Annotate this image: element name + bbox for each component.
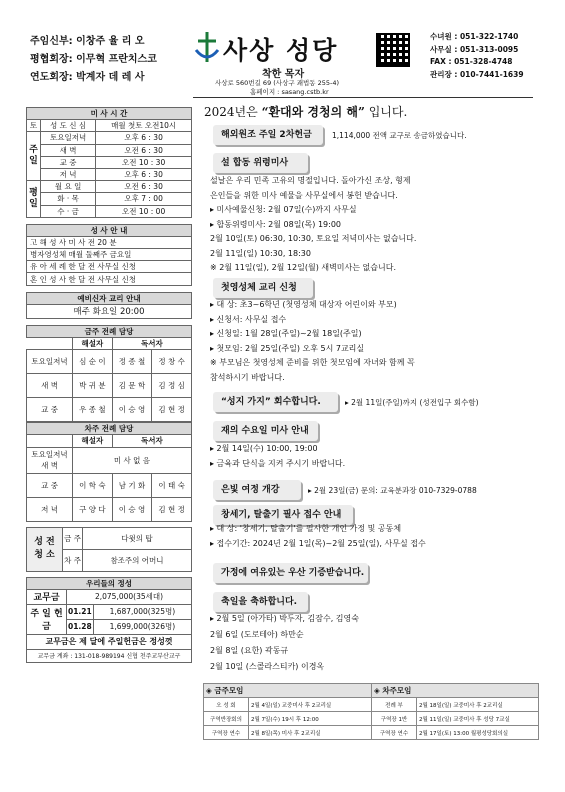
catechumen-title: 예비신자 교리 안내 — [27, 292, 192, 304]
this-week-ministry-table — [26, 325, 192, 422]
ministry-reader: 남 기 화 — [112, 473, 152, 497]
col-commentator: 해설자 — [73, 435, 113, 447]
offering-note: 교무금은 제 달에 주일헌금은 정성껏 — [27, 634, 192, 649]
notice-body — [210, 522, 540, 551]
year-banner — [204, 103, 540, 120]
header-divider — [193, 97, 533, 98]
ministry-commentator: 우 종 철 — [73, 398, 113, 422]
notice-line: ▸ 미사예물신청: 2월 07일(수)까지 사무실 — [210, 205, 357, 214]
ministry-commentator: 심 순 이 — [73, 350, 113, 374]
mass-row-time: 오후 6 : 30 — [96, 168, 192, 180]
notice-line: 2월 8일 (요한) 곽동규 — [210, 646, 289, 655]
notice-line: 2월 6일 (도로테아) 하만순 — [210, 630, 304, 639]
ministry-reader: 이 태 숙 — [152, 473, 192, 497]
meeting-name: 구역장 연수 — [204, 726, 249, 740]
notice-title: 재의 수요일 미사 안내 — [213, 421, 318, 441]
ministry-reader: 김 현 정 — [152, 497, 192, 521]
mass-header-devotion: 성 도 신 심 — [41, 120, 96, 132]
ministry-mass: 교 중 — [27, 473, 73, 497]
notice-title: 축일을 축하합니다. — [213, 592, 308, 612]
offering-value: 1,699,000(326명) — [93, 619, 191, 634]
notice-inline: 1,114,000 전액 교구로 송금하였습니다. — [332, 131, 467, 140]
meetings-table — [203, 683, 539, 740]
col-reader: 독서자 — [112, 338, 191, 350]
left-column — [26, 107, 192, 663]
notice-line: 2월 10일(토) 06:30, 10:30, 토요일 저녁미사는 없습니다. — [210, 234, 417, 243]
col-reader: 독서자 — [112, 435, 191, 447]
contact-convent: 수녀원 : 051-322-1740 — [430, 32, 519, 41]
meeting-time: 2월 8일(목) 미사 후 2교리실 — [249, 726, 372, 740]
offering-date: 01.28 — [67, 619, 94, 634]
mass-row-time: 오전 10 : 30 — [96, 156, 192, 168]
sacraments-title: 성 사 안 내 — [27, 224, 192, 236]
meeting-time: 2월 11일(일) 교중미사 후 성당 7교실 — [417, 712, 539, 726]
sacrament-row: 병자영성체 매월 둘째주 금요일 — [27, 249, 192, 261]
mass-row-time: 오전 6 : 30 — [96, 181, 192, 193]
contact-fax: FAX : 051-328-4748 — [430, 57, 513, 66]
notice-title: 은빛 여정 개강 — [213, 480, 301, 500]
notice-title: 첫영성체 교리 신청 — [213, 278, 313, 298]
notice-line: 은인들을 위한 미사 예물을 사무실에서 봉헌 받습니다. — [210, 190, 398, 200]
notice-body — [210, 611, 540, 675]
notice-title: 설 합동 위령미사 — [213, 153, 308, 173]
ministry-reader: 김 현 정 — [152, 398, 192, 422]
meeting-name: 구역반장회의 — [204, 712, 249, 726]
ministry-commentator: 박 귀 분 — [73, 374, 113, 398]
contact-office: 사무실 : 051-313-0095 — [430, 44, 519, 54]
sacrament-row: 혼 인 성 사 한 달 전 사무실 신청 — [27, 273, 192, 285]
ministry-mass: 토요일저녁 — [27, 350, 73, 374]
notice-line: ▸ 대 상: 초3~6학년 (첫영성체 대상자 어린이와 부모) — [210, 300, 397, 309]
offering-table — [26, 577, 192, 663]
mass-header-first-sat: 매월 첫토 오전10시 — [96, 120, 192, 132]
ministry-mass: 교 중 — [27, 398, 73, 422]
cleaning-week: 차 주 — [63, 549, 83, 571]
notice-body — [210, 442, 540, 471]
ministry-commentator: 구 양 다 — [73, 497, 113, 521]
meeting-time: 2월 17일(토) 13:00 월평성당회의실 — [417, 726, 539, 740]
ministry-reader: 김 정 심 — [152, 374, 192, 398]
weekday-label: 평 일 — [27, 181, 41, 218]
meeting-time: 2월 4일(일) 교중미사 후 2교리실 — [249, 698, 372, 712]
offering-label: 주 일 헌 금 — [27, 604, 67, 634]
meetings-this-week-title: ◈ 금주모임 — [204, 684, 372, 698]
notice-title: “성지 가지” 회수합니다. — [213, 392, 338, 412]
notice-line: ▸ 대 상: '창세기, 탈출기'를 필사한 개인 가정 및 공동체 — [210, 524, 402, 533]
cleaning-group: 다윗의 탑 — [83, 527, 192, 549]
mass-row-time: 오전 10 : 00 — [96, 205, 192, 217]
notice-title: 해외원조 주일 2차헌금 — [213, 125, 323, 145]
ministry-reader: 이 승 영 — [112, 497, 152, 521]
banner-main: “환대와 경청의 해” — [261, 105, 365, 119]
notice-inline: ▸ 2월 23일(금) 문의: 교육분과장 010-7329-0788 — [308, 486, 477, 495]
cleaning-label: 성 전 청 소 — [27, 527, 63, 571]
meeting-name: 오 성 회 — [204, 698, 249, 712]
notice-body — [210, 174, 540, 276]
qr-code[interactable] — [376, 33, 410, 67]
notice-line: ▸ 2월 5일 (아가타) 박두자, 김잠수, 김영숙 — [210, 614, 359, 623]
cleaning-table — [26, 527, 192, 572]
mass-header-sat: 토 — [27, 120, 41, 132]
mass-row-time: 오후 6 : 30 — [96, 132, 192, 144]
parish-address: 사상로 560번길 69 (사상구 괘법동 255-4) — [215, 79, 340, 87]
mass-row-label: 토요일저녁 — [41, 132, 96, 144]
offering-value: 2,075,000(35세대) — [67, 589, 192, 604]
header-district: 연도회장: 박계자 데 레 사 — [30, 72, 145, 83]
cleaning-group: 참조주의 어머니 — [83, 549, 192, 571]
offering-value: 1,687,000(325명) — [93, 604, 191, 619]
banner-prefix: 2024년은 — [204, 105, 258, 119]
meeting-name: 구역장 연수 — [372, 726, 417, 740]
next-week-ministry-title: 차주 전례 담당 — [27, 423, 192, 435]
mass-row-label: 월 요 일 — [41, 181, 96, 193]
header-left — [30, 33, 157, 87]
notice-line: ▸ 첫모임: 2월 25일(주일) 오후 5시 7교리실 — [210, 343, 365, 353]
meetings-next-week-title: ◈ 차주모임 — [372, 684, 539, 698]
parish-subtitle: 착한 목자 — [262, 69, 305, 80]
notice-line: ※ 2월 11일(일), 2월 12일(월) 새벽미사는 없습니다. — [210, 263, 396, 272]
offering-account: 교무금 계좌 : 131-018-989194 신협 천주교부산교구 — [27, 649, 192, 662]
notice-line: ▸ 신청서: 사무실 접수 — [210, 314, 287, 324]
notice-line: 참석하시기 바랍니다. — [210, 372, 285, 382]
notice-body — [210, 298, 540, 385]
notice-line: ▸ 신청일: 1월 28일(주일)~2월 18일(주일) — [210, 329, 362, 338]
mass-times-title: 미 사 시 간 — [27, 108, 192, 120]
ministry-commentator: 이 학 숙 — [73, 473, 113, 497]
mass-row-label: 저 녁 — [41, 168, 96, 180]
mass-row-time: 오후 7 : 00 — [96, 193, 192, 205]
parish-homepage[interactable]: 홈페이지 : sasang.cstb.kr — [250, 88, 329, 96]
catechumen-table — [26, 292, 192, 319]
ministry-reader: 정 종 철 — [112, 350, 152, 374]
sacrament-row: 고 해 성 사 미 사 전 20 분 — [27, 236, 192, 248]
ministry-reader: 이 승 영 — [112, 398, 152, 422]
mass-row-time: 오전 6 : 30 — [96, 144, 192, 156]
sacraments-table — [26, 224, 192, 286]
offering-date: 01.21 — [67, 604, 94, 619]
notice-inline: ▸ 2월 11일(주일)까지 (성전입구 회수함) — [345, 398, 479, 407]
notice-line: 설날은 우리 민족 고유의 명절입니다. 돌아가신 조상, 형제 — [210, 176, 411, 185]
mass-row-label: 새 벽 — [41, 144, 96, 156]
meeting-time: 2월 18일(일) 교중미사 후 2교리실 — [417, 698, 539, 712]
notice-line: ▸ 접수기간: 2024년 2월 1일(목)~2월 25일(일), 사무실 접수 — [210, 538, 426, 548]
header-pastor: 주임신부: 이창주 율 리 오 — [30, 36, 145, 47]
ministry-mass: 새 벽 — [27, 374, 73, 398]
ministry-reader: 정 창 수 — [152, 350, 192, 374]
offering-title: 우리들의 정성 — [27, 577, 192, 589]
notice-line: ▸ 합동위령미사: 2월 08일(목) 19:00 — [210, 219, 342, 229]
ministry-mass: 저 녁 — [27, 497, 73, 521]
header-contacts — [430, 31, 524, 81]
notice-line: 2월 11일(일) 10:30, 18:30 — [210, 248, 311, 258]
mass-row-label: 교 중 — [41, 156, 96, 168]
next-week-ministry-table — [26, 422, 192, 521]
banner-suffix: 입니다. — [368, 105, 408, 119]
col-commentator: 해설자 — [73, 338, 113, 350]
cleaning-week: 금 주 — [63, 527, 83, 549]
notice-line: ▸ 2월 14일(수) 10:00, 19:00 — [210, 444, 318, 453]
notice-title: 가정에 여유있는 우산 기증받습니다. — [213, 563, 368, 583]
sunday-label: 주 일 — [27, 132, 41, 181]
mass-times-table — [26, 107, 192, 218]
catechumen-text: 매주 화요일 20:00 — [27, 304, 192, 318]
meeting-name: 구역장 1반 — [372, 712, 417, 726]
ministry-no-mass: 미 사 없 음 — [73, 447, 192, 473]
notice-line: ▸ 금육과 단식을 지켜 주시기 바랍니다. — [210, 458, 346, 468]
sacrament-row: 유 아 세 례 한 달 전 사무실 신청 — [27, 261, 192, 273]
ministry-mass: 토요일저녁 새 벽 — [27, 447, 73, 473]
notice-line: 2월 10일 (스콜라스티카) 이경옥 — [210, 662, 325, 671]
header-council: 평협회장: 이무혁 프란치스코 — [30, 54, 157, 65]
notice-line: ※ 부모님은 첫영성체 준비를 위한 첫모임에 자녀와 함께 꼭 — [210, 358, 415, 367]
this-week-ministry-title: 금주 전례 담당 — [27, 325, 192, 337]
mass-row-label: 화 · 목 — [41, 193, 96, 205]
meeting-name: 전례 부 — [372, 698, 417, 712]
mass-row-label: 수 · 금 — [41, 205, 96, 217]
ministry-reader: 김 문 학 — [112, 374, 152, 398]
contact-manager: 관리장 : 010-7441-1639 — [430, 69, 524, 79]
notice-title: 창세기, 탈출기 필사 접수 안내 — [213, 505, 353, 525]
offering-label: 교무금 — [27, 589, 67, 604]
parish-title: 사상 성당 — [223, 36, 339, 65]
meeting-time: 2월 7일(수) 19시 후 12:00 — [249, 712, 372, 726]
church-logo-icon — [193, 30, 221, 64]
